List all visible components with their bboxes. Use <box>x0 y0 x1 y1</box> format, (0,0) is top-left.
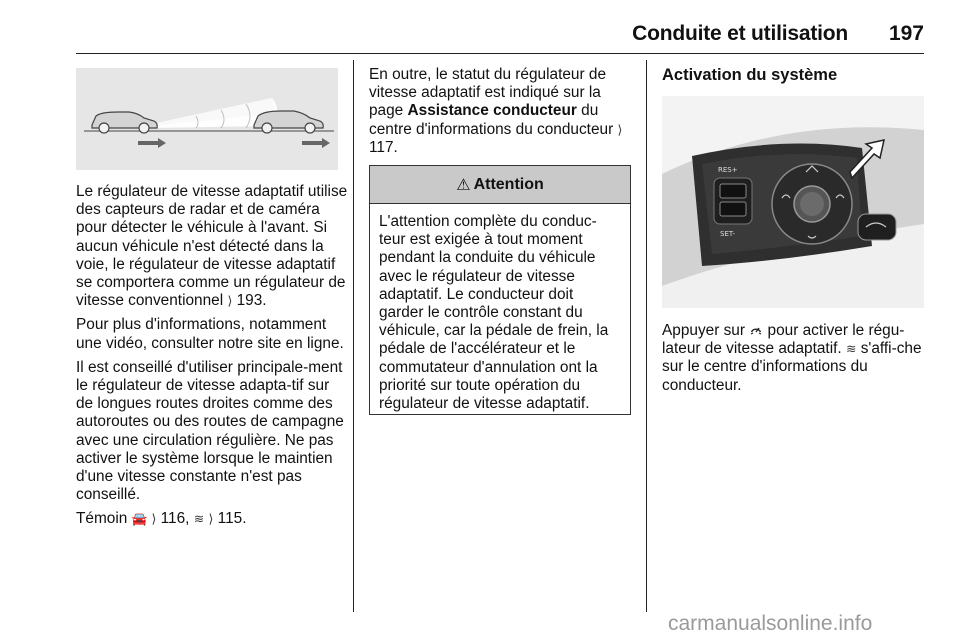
res-plus-label: RES+ <box>718 166 738 174</box>
attention-box <box>369 165 631 415</box>
column-2 <box>369 66 633 163</box>
paragraph-more-info: Pour plus d'informations, notamment une vidéo, consulter notre site en ligne. <box>76 316 344 352</box>
column-3 <box>662 322 926 401</box>
page-ref-icon: ⟩ <box>617 122 623 137</box>
vehicle-ahead-icon: 🚘 <box>131 512 148 527</box>
warning-triangle-icon: ⚠ <box>456 176 471 194</box>
radar-illustration <box>76 68 338 170</box>
column-divider-1 <box>353 60 354 612</box>
attention-header <box>370 166 630 204</box>
header-rule <box>76 53 924 54</box>
steering-wheel-controls-illustration <box>662 96 924 308</box>
radar-illustration-svg <box>76 68 338 170</box>
page-ref-icon: ⟩ <box>227 294 233 309</box>
page-header-title: Conduite et utilisation <box>632 22 848 45</box>
driver-assistance-page-name: Assistance conducteur <box>407 102 577 120</box>
acc-indicator-icon: ≋ <box>845 342 857 357</box>
paragraph-indicator-refs: Témoin 🚘 ⟩ 116, ≋ ⟩ 115. <box>76 510 247 528</box>
watermark: carmanualsonline.info <box>668 612 873 635</box>
acc-indicator-icon: ≋ <box>193 512 205 527</box>
column-divider-2 <box>646 60 647 612</box>
attention-body: L'attention complète du conduc-teur est exigée à tout moment pendant la conduite du véhicule avec le régulateur de vitesse adaptatif. Le conducteur doit garder le contrôle constant du véhicule, car la pédale de frein, la pédale de l'accélérateur et le commutateur d'annulation ont la priorité sur toute opération du régulateur de vitesse adaptatif. <box>379 213 609 413</box>
page-ref-icon: ⟩ <box>208 512 214 527</box>
cruise-speedometer-icon <box>749 323 763 337</box>
column-1 <box>76 183 348 535</box>
page-ref-icon: ⟩ <box>151 512 157 527</box>
page-number: 197 <box>888 22 924 45</box>
set-minus-label: SET- <box>720 230 736 238</box>
paragraph-activation: Appuyer sur pour activer le régu-lateur de vitesse adaptatif. ≋ s'affi-che sur le centre d'informations du conducteur. <box>662 322 922 394</box>
steering-wheel-svg <box>662 96 924 308</box>
attention-title: Attention <box>473 175 544 193</box>
section-heading: Activation du système <box>662 66 838 84</box>
paragraph-acc-intro: Le régulateur de vitesse adaptatif utilise des capteurs de radar et de caméra pour détecter le véhicule à l'avant. Si aucun véhicule n'est détecté dans la voie, le régulateur de vitesse adaptatif se comportera comme un régulateur de vitesse conventionnel ⟩ 193. <box>76 183 348 310</box>
paragraph-usage-advice: Il est conseillé d'utiliser principale-ment le régulateur de vitesse adapta-tif sur de longues routes droites comme des autoroutes ou des routes de campagne avec une circulation régulière. Ne pas activer le système lorsque le maintien d'une vitesse constante n'est pas conseillé. <box>76 358 344 504</box>
paragraph-status-dic: En outre, le statut du régulateur de vitesse adaptatif est indiqué sur la page Assistance conducteur du centre d'informations du conducteur ⟩ 117. <box>369 66 623 156</box>
